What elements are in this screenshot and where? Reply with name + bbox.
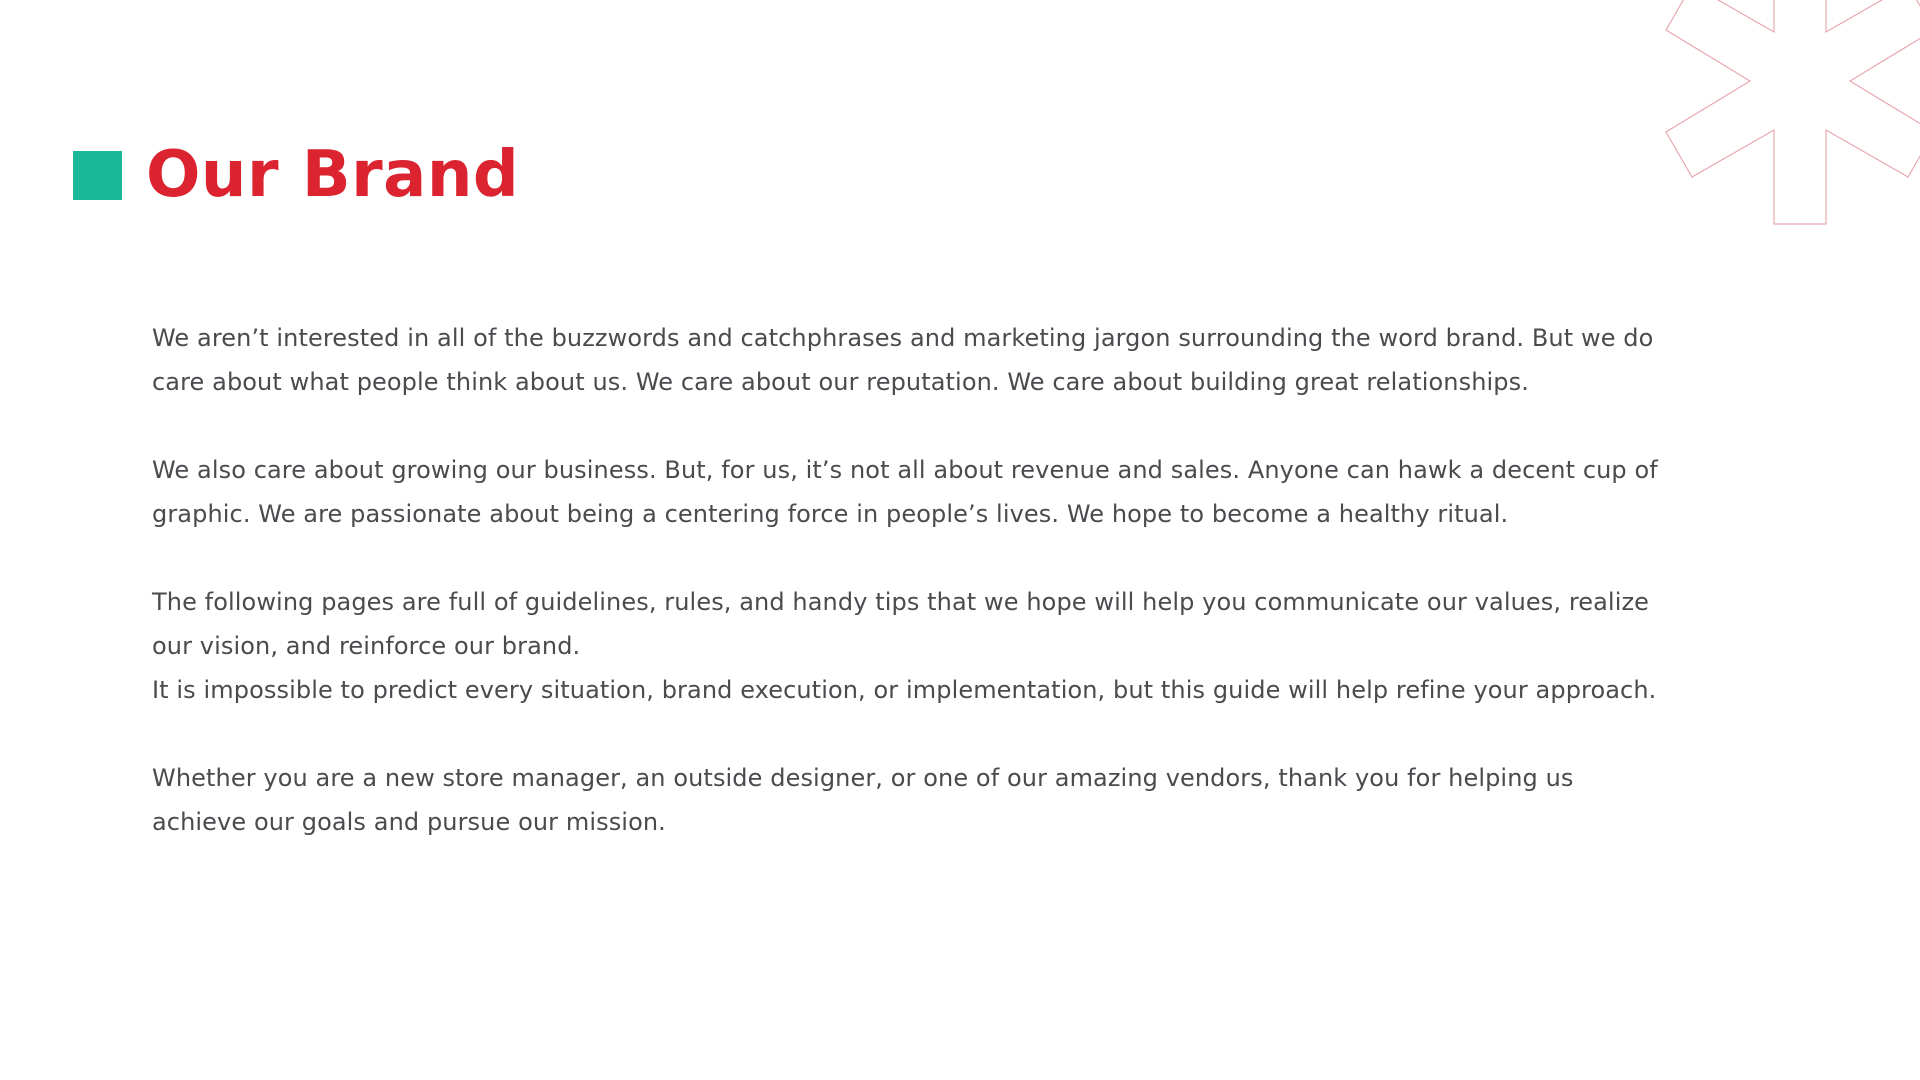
text-line: Whether you are a new store manager, an outside designer, or one of our amazing vendors, thank you for helping us [152,764,1574,792]
page-title: Our Brand [146,138,520,212]
page-header [73,135,519,215]
paragraph-reputation [152,316,1792,404]
text-line: We also care about growing our business. But, for us, it’s not all about revenue and sales. Anyone can hawk a decent cup of [152,456,1658,484]
text-line: It is impossible to predict every situation, brand execution, or implementation, but this guide will help refine your approach. [152,676,1657,704]
text-line: We aren’t interested in all of the buzzwords and catchphrases and marketing jargon surrounding the word brand. But we do [152,324,1654,352]
text-line: graphic. We are passionate about being a centering force in people’s lives. We hope to become a healthy ritual. [152,500,1509,528]
text-line: achieve our goals and pursue our mission. [152,808,666,836]
paragraph-growth [152,448,1792,536]
text-line: The following pages are full of guidelines, rules, and handy tips that we hope will help you communicate our values, realize [152,588,1650,616]
brand-description [152,316,1792,844]
text-line: care about what people think about us. We care about our reputation. We care about building great relationships. [152,368,1529,396]
asterisk-outline-icon [1660,0,1920,240]
paragraph-guidelines [152,580,1792,712]
paragraph-thanks [152,756,1792,844]
teal-square-icon [73,151,122,200]
text-line: our vision, and reinforce our brand. [152,632,581,660]
asterisk-outline-shape [1666,0,1920,224]
